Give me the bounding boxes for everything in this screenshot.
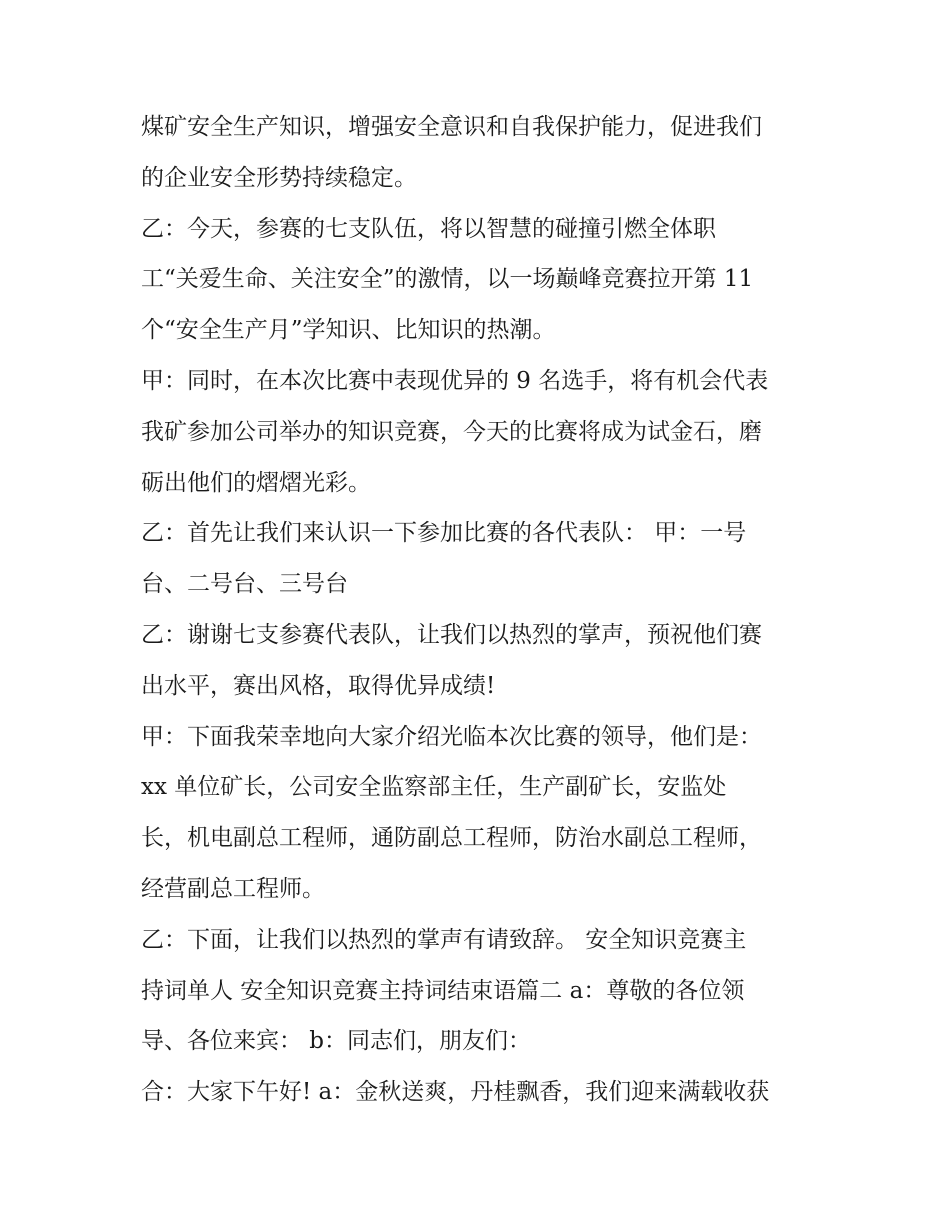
text-line: 煤矿安全生产知识，增强安全意识和自我保护能力，促进我们 xyxy=(141,114,762,140)
text-line: 经营副总工程师。 xyxy=(141,875,325,902)
text-line: 乙：今天，参赛的七支队伍，将以智慧的碰撞引燃全体职 xyxy=(141,215,716,242)
text-line: 导、各位来宾： b：同志们，朋友们： xyxy=(141,1028,532,1055)
document-body xyxy=(141,102,831,1118)
text-line: 砺出他们的熠熠光彩。 xyxy=(141,469,371,496)
text-line: 工“关爱生命、关注安全”的激情，以一场巅峰竞赛拉开第 11 xyxy=(141,266,754,293)
text-line: 合：大家下午好! a：金秋送爽，丹桂飘香，我们迎来满载收获 xyxy=(141,1079,770,1106)
text-line: xx 单位矿长，公司安全监察部主任，生产副矿长，安监处 xyxy=(141,774,727,801)
text-line: 甲：同时，在本次比赛中表现优异的 9 名选手，将有机会代表 xyxy=(141,367,769,394)
text-line: 出水平，赛出风格，取得优异成绩! xyxy=(141,672,496,699)
text-line: 的企业安全形势持续稳定。 xyxy=(141,164,417,191)
text-line: 长，机电副总工程师，通防副总工程师，防治水副总工程师， xyxy=(141,825,762,852)
text-line: 我矿参加公司举办的知识竞赛，今天的比赛将成为试金石，磨 xyxy=(141,418,762,445)
text-line: 持词单人 安全知识竞赛主持词结束语篇二 a：尊敬的各位领 xyxy=(141,977,745,1004)
text-line: 个“安全生产月”学知识、比知识的热潮。 xyxy=(141,317,556,344)
text-line: 台、二号台、三号台 xyxy=(141,571,348,598)
text-line: 乙：谢谢七支参赛代表队，让我们以热烈的掌声，预祝他们赛 xyxy=(141,621,762,648)
text-line: 甲：下面我荣幸地向大家介绍光临本次比赛的领导，他们是： xyxy=(141,723,762,750)
text-line: 乙：首先让我们来认识一下参加比赛的各代表队： 甲：一号 xyxy=(141,520,747,547)
text-line: 乙：下面，让我们以热烈的掌声有请致辞。 安全知识竞赛主 xyxy=(141,926,747,953)
